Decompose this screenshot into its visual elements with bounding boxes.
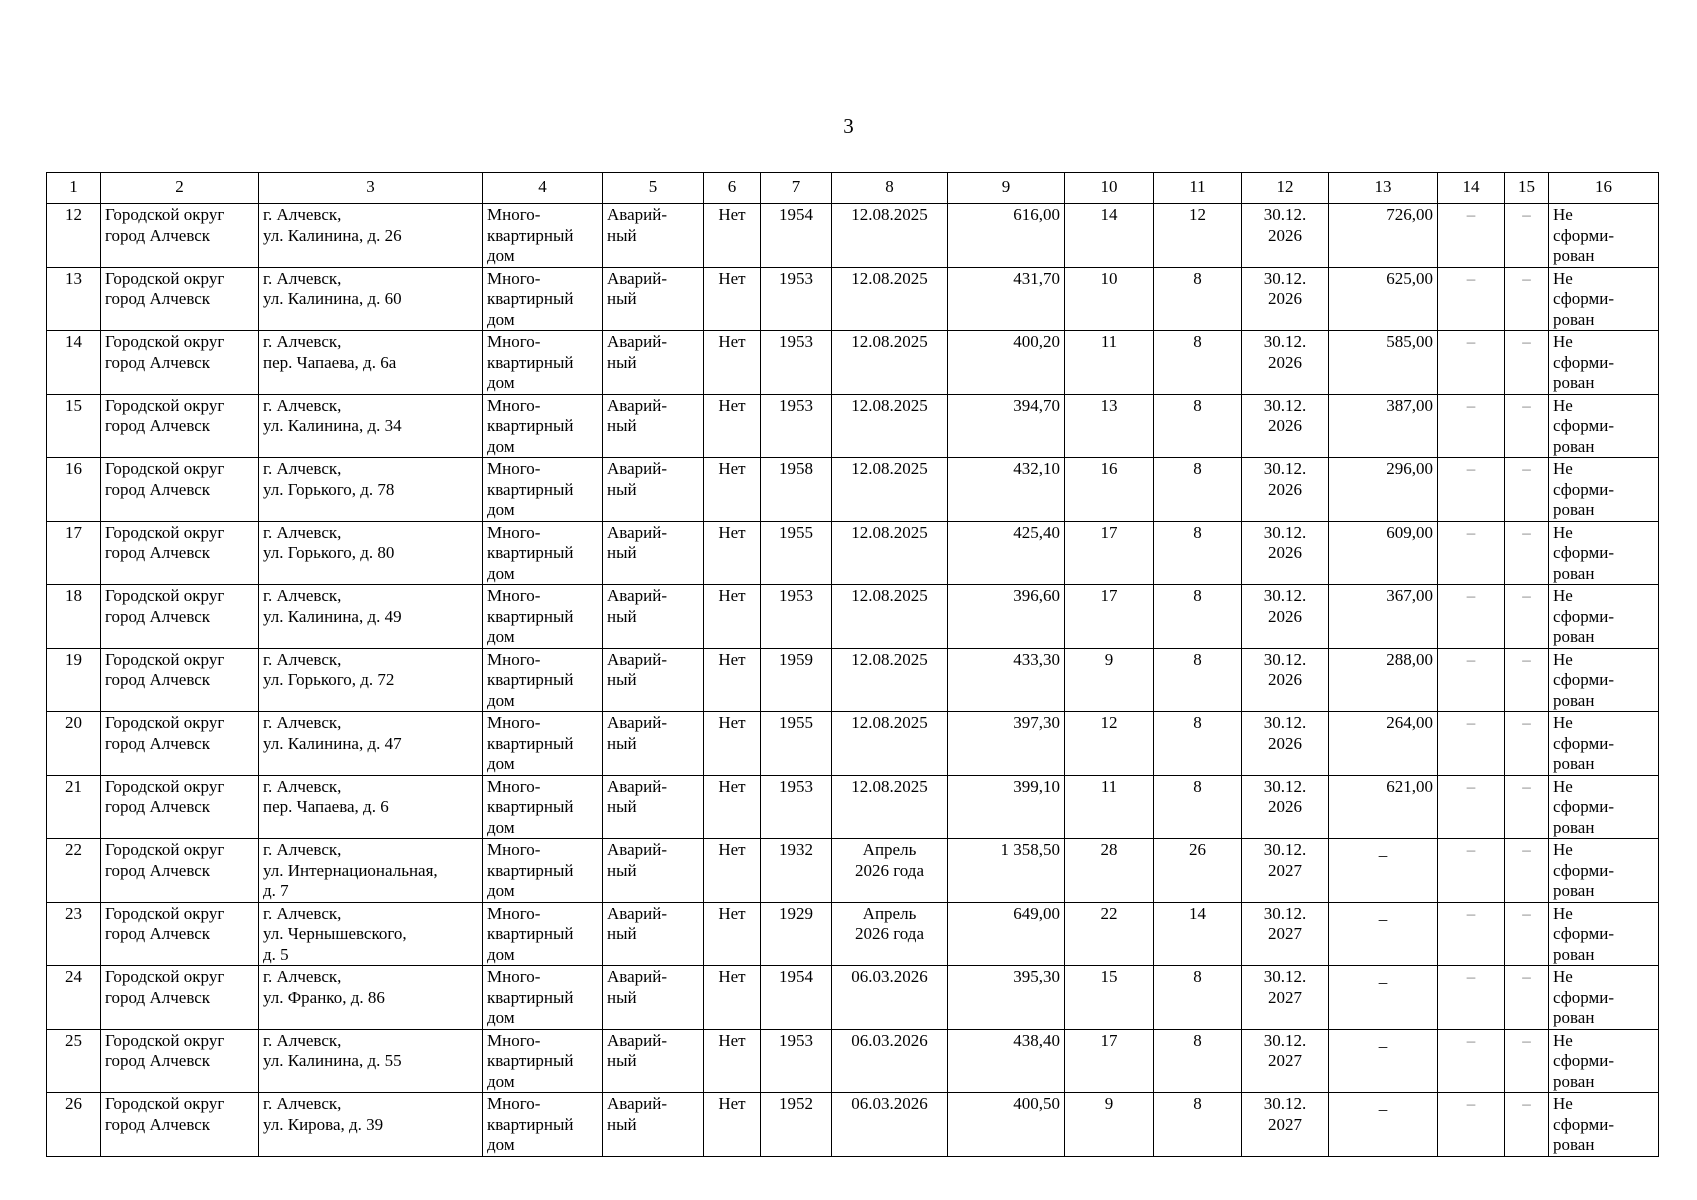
address-cell: г. Алчевск, ул. Чернышевского, д. 5 [259,902,483,966]
col15-cell: – [1505,712,1549,776]
area-cell: 433,30 [948,648,1065,712]
col10-cell: 14 [1065,204,1154,268]
building-type-cell: Много- квартирный дом [483,394,603,458]
row-number: 19 [47,648,101,712]
year-cell: 1953 [761,331,832,395]
year-cell: 1958 [761,458,832,522]
deadline-cell: 30.12. 2026 [1242,458,1329,522]
col15-cell: – [1505,585,1549,649]
year-cell: 1952 [761,1093,832,1157]
area-cell: 397,30 [948,712,1065,776]
row-number: 21 [47,775,101,839]
column-header-5: 5 [603,173,704,204]
col10-cell: 17 [1065,1029,1154,1093]
flag-cell: Нет [704,394,761,458]
column-header-3: 3 [259,173,483,204]
year-cell: 1953 [761,394,832,458]
row-number: 20 [47,712,101,776]
col11-cell: 8 [1154,267,1242,331]
deadline-cell: 30.12. 2026 [1242,267,1329,331]
col16-cell: Не сформи- рован [1549,458,1659,522]
status-cell: Аварий- ный [603,331,704,395]
deadline-cell: 30.12. 2026 [1242,585,1329,649]
column-header-16: 16 [1549,173,1659,204]
col14-cell: – [1438,204,1505,268]
col11-cell: 8 [1154,458,1242,522]
col13-cell: 609,00 [1329,521,1438,585]
col14-cell: – [1438,331,1505,395]
table-row [47,966,1659,1030]
col11-cell: 8 [1154,1093,1242,1157]
deadline-cell: 30.12. 2026 [1242,648,1329,712]
year-cell: 1929 [761,902,832,966]
deadline-cell: 30.12. 2026 [1242,331,1329,395]
col15-cell: – [1505,394,1549,458]
building-type-cell: Много- квартирный дом [483,331,603,395]
col15-cell: – [1505,775,1549,839]
column-header-4: 4 [483,173,603,204]
col16-cell: Не сформи- рован [1549,585,1659,649]
col16-cell: Не сформи- рован [1549,394,1659,458]
col13-cell: 585,00 [1329,331,1438,395]
col13-cell: 288,00 [1329,648,1438,712]
year-cell: 1954 [761,204,832,268]
col16-cell: Не сформи- рован [1549,1029,1659,1093]
area-cell: 400,20 [948,331,1065,395]
table-row [47,648,1659,712]
table-row [47,1029,1659,1093]
col13-cell: 625,00 [1329,267,1438,331]
address-cell: г. Алчевск, ул. Калинина, д. 34 [259,394,483,458]
col14-cell: – [1438,521,1505,585]
col16-cell: Не сформи- рован [1549,712,1659,776]
building-type-cell: Много- квартирный дом [483,1093,603,1157]
col16-cell: Не сформи- рован [1549,966,1659,1030]
column-header-9: 9 [948,173,1065,204]
year-cell: 1953 [761,775,832,839]
col15-cell: – [1505,966,1549,1030]
municipality-cell: Городской округ город Алчевск [101,394,259,458]
area-cell: 425,40 [948,521,1065,585]
status-cell: Аварий- ный [603,775,704,839]
address-cell: г. Алчевск, ул. Калинина, д. 49 [259,585,483,649]
date-cell: 06.03.2026 [832,1029,948,1093]
col11-cell: 8 [1154,1029,1242,1093]
area-cell: 395,30 [948,966,1065,1030]
flag-cell: Нет [704,267,761,331]
col14-cell: – [1438,648,1505,712]
col13-cell: 367,00 [1329,585,1438,649]
col14-cell: – [1438,839,1505,903]
address-cell: г. Алчевск, ул. Интернациональная, д. 7 [259,839,483,903]
year-cell: 1959 [761,648,832,712]
building-type-cell: Много- квартирный дом [483,839,603,903]
flag-cell: Нет [704,585,761,649]
address-cell: г. Алчевск, ул. Горького, д. 78 [259,458,483,522]
date-cell: Апрель 2026 года [832,839,948,903]
status-cell: Аварий- ный [603,1093,704,1157]
table-row [47,712,1659,776]
col16-cell: Не сформи- рован [1549,775,1659,839]
municipality-cell: Городской округ город Алчевск [101,1093,259,1157]
deadline-cell: 30.12. 2027 [1242,1093,1329,1157]
flag-cell: Нет [704,458,761,522]
table-row [47,585,1659,649]
building-type-cell: Много- квартирный дом [483,966,603,1030]
municipality-cell: Городской округ город Алчевск [101,648,259,712]
table-row [47,267,1659,331]
municipality-cell: Городской округ город Алчевск [101,458,259,522]
row-number: 15 [47,394,101,458]
col11-cell: 8 [1154,394,1242,458]
col16-cell: Не сформи- рован [1549,331,1659,395]
status-cell: Аварий- ный [603,521,704,585]
address-cell: г. Алчевск, ул. Калинина, д. 26 [259,204,483,268]
deadline-cell: 30.12. 2026 [1242,204,1329,268]
col15-cell: – [1505,902,1549,966]
address-cell: г. Алчевск, ул. Калинина, д. 55 [259,1029,483,1093]
col14-cell: – [1438,1093,1505,1157]
col16-cell: Не сформи- рован [1549,521,1659,585]
area-cell: 396,60 [948,585,1065,649]
building-type-cell: Много- квартирный дом [483,1029,603,1093]
col16-cell: Не сформи- рован [1549,839,1659,903]
flag-cell: Нет [704,966,761,1030]
date-cell: Апрель 2026 года [832,902,948,966]
col13-cell: 621,00 [1329,775,1438,839]
deadline-cell: 30.12. 2026 [1242,775,1329,839]
col15-cell: – [1505,458,1549,522]
municipality-cell: Городской округ город Алчевск [101,839,259,903]
status-cell: Аварий- ный [603,839,704,903]
date-cell: 12.08.2025 [832,204,948,268]
date-cell: 06.03.2026 [832,1093,948,1157]
building-type-cell: Много- квартирный дом [483,648,603,712]
status-cell: Аварий- ный [603,1029,704,1093]
area-cell: 400,50 [948,1093,1065,1157]
address-cell: г. Алчевск, пер. Чапаева, д. 6а [259,331,483,395]
col13-cell: _ [1329,1029,1438,1093]
status-cell: Аварий- ный [603,204,704,268]
col10-cell: 17 [1065,521,1154,585]
row-number: 13 [47,267,101,331]
row-number: 14 [47,331,101,395]
date-cell: 12.08.2025 [832,521,948,585]
col13-cell: 296,00 [1329,458,1438,522]
col13-cell: 264,00 [1329,712,1438,776]
address-cell: г. Алчевск, ул. Калинина, д. 60 [259,267,483,331]
date-cell: 12.08.2025 [832,712,948,776]
col10-cell: 11 [1065,331,1154,395]
date-cell: 12.08.2025 [832,585,948,649]
status-cell: Аварий- ный [603,902,704,966]
col15-cell: – [1505,1029,1549,1093]
status-cell: Аварий- ный [603,394,704,458]
date-cell: 06.03.2026 [832,966,948,1030]
col10-cell: 15 [1065,966,1154,1030]
col10-cell: 9 [1065,648,1154,712]
col11-cell: 8 [1154,648,1242,712]
table-row [47,394,1659,458]
col10-cell: 11 [1065,775,1154,839]
deadline-cell: 30.12. 2026 [1242,521,1329,585]
year-cell: 1953 [761,267,832,331]
flag-cell: Нет [704,712,761,776]
column-header-14: 14 [1438,173,1505,204]
area-cell: 649,00 [948,902,1065,966]
date-cell: 12.08.2025 [832,331,948,395]
row-number: 24 [47,966,101,1030]
status-cell: Аварий- ный [603,648,704,712]
col15-cell: – [1505,204,1549,268]
date-cell: 12.08.2025 [832,267,948,331]
flag-cell: Нет [704,331,761,395]
col10-cell: 13 [1065,394,1154,458]
column-header-6: 6 [704,173,761,204]
building-type-cell: Много- квартирный дом [483,267,603,331]
col15-cell: – [1505,839,1549,903]
col13-cell: _ [1329,902,1438,966]
flag-cell: Нет [704,521,761,585]
municipality-cell: Городской округ город Алчевск [101,585,259,649]
address-cell: г. Алчевск, ул. Горького, д. 80 [259,521,483,585]
col16-cell: Не сформи- рован [1549,902,1659,966]
col11-cell: 8 [1154,521,1242,585]
column-header-13: 13 [1329,173,1438,204]
building-type-cell: Много- квартирный дом [483,712,603,776]
area-cell: 431,70 [948,267,1065,331]
col11-cell: 26 [1154,839,1242,903]
area-cell: 616,00 [948,204,1065,268]
table-row [47,775,1659,839]
municipality-cell: Городской округ город Алчевск [101,966,259,1030]
col10-cell: 9 [1065,1093,1154,1157]
flag-cell: Нет [704,902,761,966]
column-header-11: 11 [1154,173,1242,204]
col13-cell: _ [1329,1093,1438,1157]
col14-cell: – [1438,267,1505,331]
address-cell: г. Алчевск, ул. Горького, д. 72 [259,648,483,712]
municipality-cell: Городской округ город Алчевск [101,204,259,268]
building-type-cell: Много- квартирный дом [483,902,603,966]
column-header-12: 12 [1242,173,1329,204]
area-cell: 1 358,50 [948,839,1065,903]
table-row [47,204,1659,268]
address-cell: г. Алчевск, ул. Кирова, д. 39 [259,1093,483,1157]
deadline-cell: 30.12. 2027 [1242,1029,1329,1093]
col11-cell: 14 [1154,902,1242,966]
municipality-cell: Городской округ город Алчевск [101,902,259,966]
col14-cell: – [1438,394,1505,458]
col16-cell: Не сформи- рован [1549,204,1659,268]
year-cell: 1953 [761,1029,832,1093]
row-number: 26 [47,1093,101,1157]
col11-cell: 8 [1154,712,1242,776]
column-header-8: 8 [832,173,948,204]
col14-cell: – [1438,775,1505,839]
building-type-cell: Много- квартирный дом [483,458,603,522]
registry-table [46,172,1659,1157]
table-row [47,331,1659,395]
col11-cell: 12 [1154,204,1242,268]
status-cell: Аварий- ный [603,458,704,522]
area-cell: 432,10 [948,458,1065,522]
area-cell: 394,70 [948,394,1065,458]
area-cell: 399,10 [948,775,1065,839]
address-cell: г. Алчевск, пер. Чапаева, д. 6 [259,775,483,839]
year-cell: 1932 [761,839,832,903]
deadline-cell: 30.12. 2027 [1242,966,1329,1030]
column-header-15: 15 [1505,173,1549,204]
col15-cell: – [1505,267,1549,331]
column-header-10: 10 [1065,173,1154,204]
year-cell: 1955 [761,521,832,585]
row-number: 12 [47,204,101,268]
date-cell: 12.08.2025 [832,394,948,458]
col11-cell: 8 [1154,775,1242,839]
year-cell: 1955 [761,712,832,776]
column-header-1: 1 [47,173,101,204]
col13-cell: 726,00 [1329,204,1438,268]
deadline-cell: 30.12. 2026 [1242,394,1329,458]
municipality-cell: Городской округ город Алчевск [101,267,259,331]
col13-cell: 387,00 [1329,394,1438,458]
status-cell: Аварий- ный [603,267,704,331]
building-type-cell: Много- квартирный дом [483,204,603,268]
status-cell: Аварий- ный [603,712,704,776]
col15-cell: – [1505,1093,1549,1157]
table-row [47,458,1659,522]
flag-cell: Нет [704,1093,761,1157]
date-cell: 12.08.2025 [832,458,948,522]
deadline-cell: 30.12. 2027 [1242,902,1329,966]
deadline-cell: 30.12. 2026 [1242,712,1329,776]
col10-cell: 10 [1065,267,1154,331]
status-cell: Аварий- ный [603,585,704,649]
date-cell: 12.08.2025 [832,775,948,839]
flag-cell: Нет [704,204,761,268]
flag-cell: Нет [704,1029,761,1093]
col16-cell: Не сформи- рован [1549,1093,1659,1157]
header-row [47,173,1659,204]
col16-cell: Не сформи- рован [1549,648,1659,712]
deadline-cell: 30.12. 2027 [1242,839,1329,903]
date-cell: 12.08.2025 [832,648,948,712]
row-number: 18 [47,585,101,649]
table-row [47,839,1659,903]
col13-cell: _ [1329,839,1438,903]
address-cell: г. Алчевск, ул. Франко, д. 86 [259,966,483,1030]
status-cell: Аварий- ный [603,966,704,1030]
col14-cell: – [1438,458,1505,522]
column-header-2: 2 [101,173,259,204]
municipality-cell: Городской округ город Алчевск [101,1029,259,1093]
row-number: 25 [47,1029,101,1093]
building-type-cell: Много- квартирный дом [483,521,603,585]
page-number: 3 [843,114,854,138]
col10-cell: 16 [1065,458,1154,522]
row-number: 23 [47,902,101,966]
column-header-7: 7 [761,173,832,204]
col14-cell: – [1438,712,1505,776]
building-type-cell: Много- квартирный дом [483,775,603,839]
row-number: 16 [47,458,101,522]
flag-cell: Нет [704,839,761,903]
col10-cell: 17 [1065,585,1154,649]
municipality-cell: Городской округ город Алчевск [101,521,259,585]
year-cell: 1953 [761,585,832,649]
address-cell: г. Алчевск, ул. Калинина, д. 47 [259,712,483,776]
col10-cell: 22 [1065,902,1154,966]
col10-cell: 12 [1065,712,1154,776]
col14-cell: – [1438,966,1505,1030]
col14-cell: – [1438,585,1505,649]
col14-cell: – [1438,1029,1505,1093]
col11-cell: 8 [1154,585,1242,649]
col14-cell: – [1438,902,1505,966]
table-body [47,204,1659,1157]
row-number: 22 [47,839,101,903]
col13-cell: _ [1329,966,1438,1030]
area-cell: 438,40 [948,1029,1065,1093]
table-header [47,173,1659,204]
col15-cell: – [1505,648,1549,712]
flag-cell: Нет [704,775,761,839]
col11-cell: 8 [1154,966,1242,1030]
table-row [47,1093,1659,1157]
municipality-cell: Городской округ город Алчевск [101,775,259,839]
table-row [47,902,1659,966]
flag-cell: Нет [704,648,761,712]
col15-cell: – [1505,331,1549,395]
municipality-cell: Городской округ город Алчевск [101,712,259,776]
col10-cell: 28 [1065,839,1154,903]
row-number: 17 [47,521,101,585]
table-row [47,521,1659,585]
col11-cell: 8 [1154,331,1242,395]
year-cell: 1954 [761,966,832,1030]
col15-cell: – [1505,521,1549,585]
municipality-cell: Городской округ город Алчевск [101,331,259,395]
col16-cell: Не сформи- рован [1549,267,1659,331]
building-type-cell: Много- квартирный дом [483,585,603,649]
